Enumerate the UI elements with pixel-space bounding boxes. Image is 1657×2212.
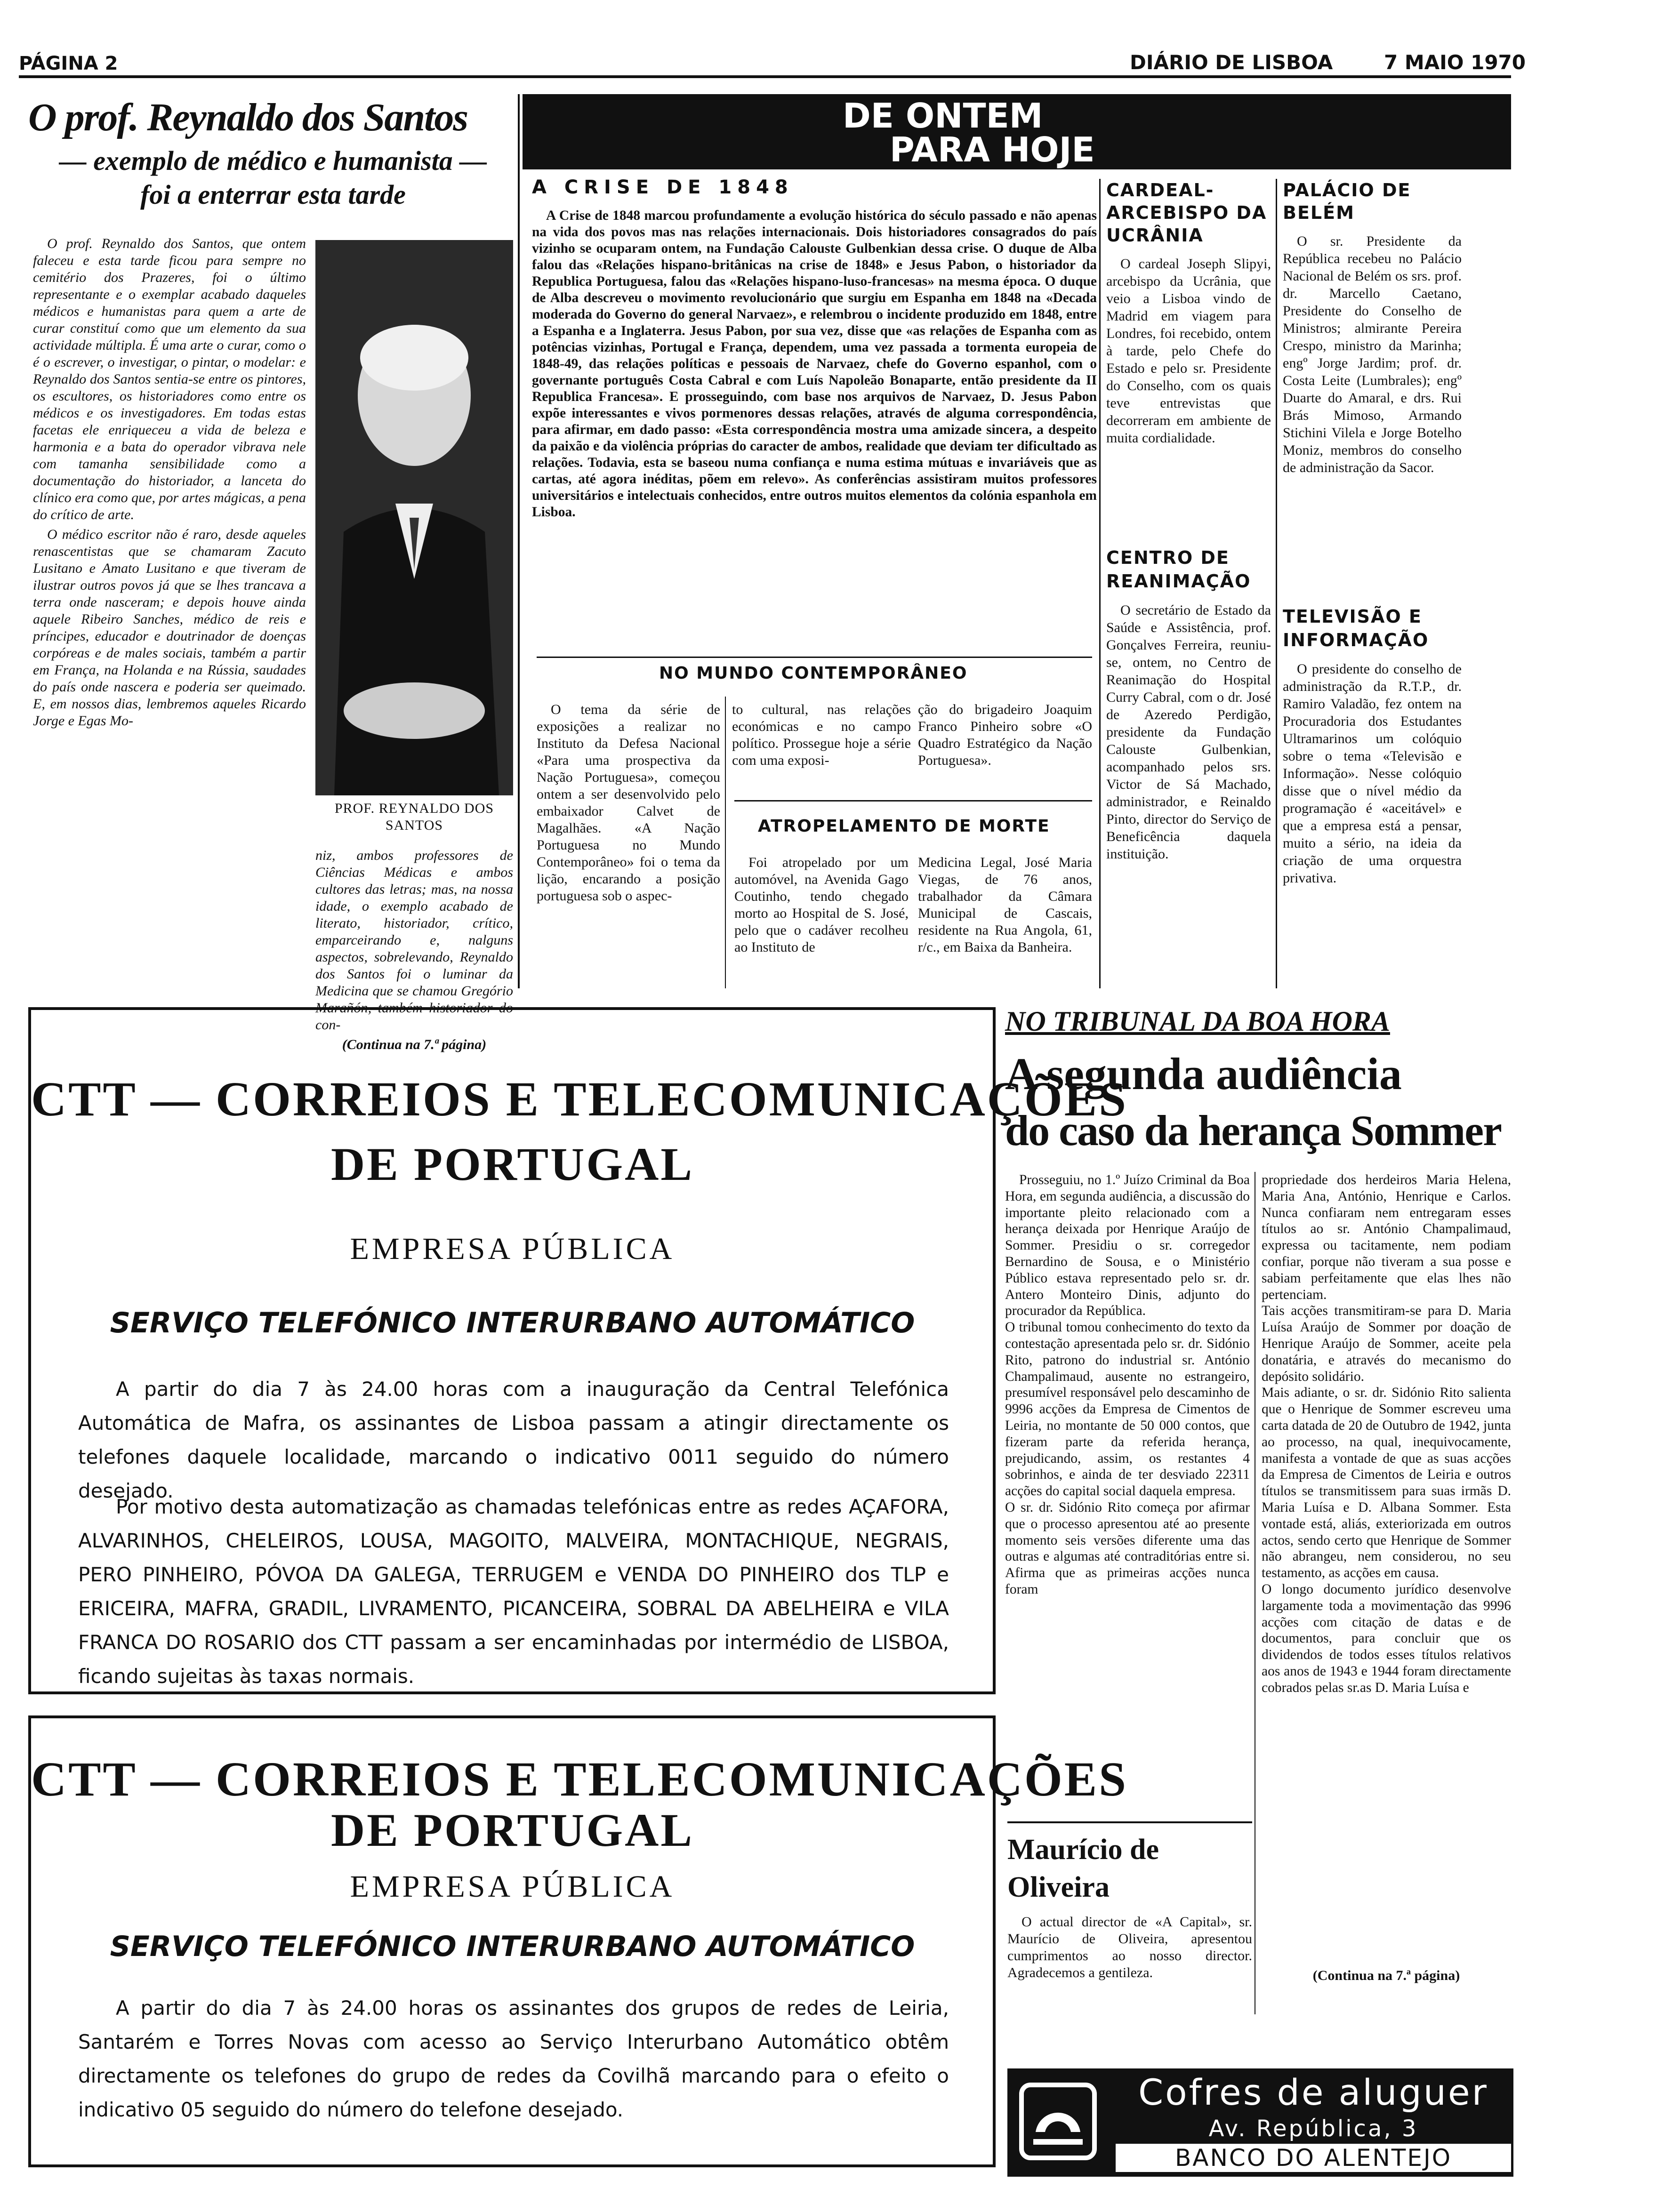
palacio-text: O sr. Presidente da República recebeu no Palácio Nacional de Belém os srs. prof. dr. Marcello Caetano, Presidente do Conselho de Ministros; almirante Pereira Crespo, ministro da Marinha; engº Jorge Jardim; prof. dr. Costa Leite (Lumbrales); engº Duarte do Amaral, e drs. Rui Brás Mimoso, Armando Stichini Vilela e Jorge Botelho Moniz, membros do conselho de administração da Sacor. xyxy=(1283,233,1462,475)
santos-para-3: niz, ambos professores de Ciências Médicas e ambos cultores das letras; mas, na nossa idade, o exemplo acabado de literato, historiador, crítico, emparceirando e, nalguns aspectos, sobrelevando, Reynaldo dos Santos foi o luminar da Medicina que se chamou Gregório Marañón, também historiador do con- xyxy=(315,848,513,1033)
tribunal-headline-1: A segunda audiência xyxy=(1005,1049,1402,1099)
cardeal-title: CARDEAL-ARCEBISPO DA UCRÂNIA xyxy=(1106,180,1267,246)
cofres-bank: BANCO DO ALENTEJO xyxy=(1116,2144,1511,2172)
ctt1-servico: SERVIÇO TELEFÓNICO INTERURBANO AUTOMÁTICO xyxy=(110,1306,915,1339)
mauricio-rule xyxy=(1007,1821,1252,1823)
photo-caption: PROF. REYNALDO DOS SANTOS xyxy=(334,801,494,833)
ctt1-title-2: DE PORTUGAL xyxy=(330,1138,694,1190)
televisao-title: TELEVISÃO E INFORMAÇÃO xyxy=(1283,606,1429,650)
mauricio-text: O actual director de «A Capital», sr. Maurício de Oliveira, apresentou cumprimentos ao nosso director. Agradecemos a gentileza. xyxy=(1007,1914,1252,1980)
santos-continua: (Continua na 7.ª página) xyxy=(342,1037,487,1052)
ctt2-servico: SERVIÇO TELEFÓNICO INTERURBANO AUTOMÁTICO xyxy=(110,1930,915,1963)
cardeal-text: O cardeal Joseph Slipyi, arcebispo da Ucrânia, que veio a Lisboa vindo de Madrid em viagem para Londres, foi recebido, ontem à tarde, pelo Chefe do Estado e pelo sr. Presidente do Conselho, com os quais teve entrevistas que decorreram em ambiente de muita cordialidade. xyxy=(1106,256,1271,446)
atropelamento-col1: Foi atropelado por um automóvel, na Avenida Gago Coutinho, tendo chegado morto ao Hospital de S. José, pelo que o cadáver recolheu ao Instituto de xyxy=(734,855,909,955)
centro-text: O secretário de Estado da Saúde e Assistência, prof. Gonçalves Ferreira, reuniu-se, ontem, no Centro de Reanimação do Hospital Curry Cabral, com o dr. José de Azeredo Perdigão, presidente da Fundação Calouste Gulbenkian, acompanhado pelos srs. Victor de Sá Machado, administrador, e Reinaldo Pinto, director do Serviço de Beneficência daquela instituição. xyxy=(1106,602,1271,862)
page-number: PÁGINA 2 xyxy=(19,53,118,74)
ctt1-title-1: CTT — CORREIOS E TELECOMUNICAÇÕES xyxy=(31,1072,1128,1126)
tribunal-col1: Prosseguiu, no 1.º Juízo Criminal da Boa Hora, em segunda audiência, a discussão do importante pleito relacionado com a herança deixada por Henrique Araújo de Sommer. Presidiu o sr. corregedor Bernardino de Sousa, e o Ministério Público estava representado pelo sr. dr. Antero Monteiro Dinis, adjunto do procurador da República. O tribunal tomou conhecimento do texto da contestação apresentada pelo sr. dr. Sidónio Rito, patrono do industrial sr. António Champalimaud, ausente no estrangeiro, presumível responsável pelo descaminho de 9996 acções da Empresa de Cimentos de Leiria, no montante de 50 000 contos, que fizeram parte da referida herança, prejudicando, assim, os restantes 4 sobrinhos, e ainda de ter desviado 22311 acções do capital social daquela empresa. O sr. dr. Sidónio Rito começa por afirmar que o processo apresentou até ao presente momento seis versões diferente uma das outras e algumas até contraditórias entre si. Afirma que as primeiras acções nunca foram xyxy=(1005,1172,1250,1597)
santos-para-1: O prof. Reynaldo dos Santos, que ontem faleceu e esta tarde ficou para sempre no cemitério dos Prazeres, foi o último representante e o exemplar acabado daqueles médicos e humanistas para quem a arte de curar constituí como que um elemento da sua actividade múltipla. É uma arte o curar, como o é o escrever, o investigar, o pintar, o modelar: e Reynaldo dos Santos sentia-se entre os pintores, os escultores, os historiadores como entre os médicos e os investigadores. Em todas estas facetas ele enriqueceu a vida de beleza e harmonia e a bata do operador vibrava nele com tamanha sensibilidade como a documentação do historiador, a lanceta do clínico era como que, por artes mágicas, a pena do crítico de arte. xyxy=(33,236,306,522)
cofres-advert xyxy=(1007,2068,1513,2177)
atropelamento-col2: Medicina Legal, José Maria Viegas, de 76 anos, trabalhador da Câmara Municipal de Cascais, residente na Rua Angola, 61, r/c., em Baixa da Banheira. xyxy=(918,855,1092,955)
crise-article xyxy=(532,176,1097,521)
televisao-article xyxy=(1283,605,1462,887)
santos-subtitle-2: foi a enterrar esta tarde xyxy=(140,179,406,210)
cardeal-article xyxy=(1106,179,1271,447)
masthead-rule xyxy=(19,75,1511,78)
portrait-illustration xyxy=(315,240,513,795)
centro-article xyxy=(1106,546,1271,863)
ctt1-empresa: EMPRESA PÚBLICA xyxy=(350,1232,675,1266)
issue-date: 7 MAIO 1970 xyxy=(1384,51,1526,74)
atropelamento-title: ATROPELAMENTO DE MORTE xyxy=(758,817,1050,836)
crise-title: A CRISE DE 1848 xyxy=(532,176,794,198)
banner-line-2: PARA HOJE xyxy=(890,130,1095,169)
mauricio-title: Maurício de Oliveira xyxy=(1007,1834,1159,1903)
santos-subtitle-1: — exemplo de médico e humanista — xyxy=(59,145,487,176)
ctt1-para-2: Por motivo desta automatização as chamadas telefónicas entre as redes AÇAFORA, ALVARINHOS, CHELEIROS, LOUSA, MAGOITO, MALVEIRA, MONTACHIQUE, NEGRAIS, PERO PINHEIRO, PÓVOA DA GALEGA, TERRUGEM e VENDA DO PINHEIRO dos TLP e ERICEIRA, MAFRA, GRADIL, LIVRAMENTO, PICANCEIRA, SOBRAL DA ABELHEIRA e VILA FRANCA DO ROSARIO dos CTT passam a ser encaminhadas por intermédio de LISBOA, ficando sujeitas às taxas normais. xyxy=(78,1495,949,1688)
bank-logo-icon xyxy=(1024,2087,1092,2156)
mundo-title: NO MUNDO CONTEMPORÂNEO xyxy=(659,664,968,683)
tribunal-col2: propriedade dos herdeiros Maria Helena, Maria Ana, António, Henrique e Carlos. Nunca confiaram nem entregaram esses títulos ao sr. António Champalimaud, expressa ou tacitamente, nem podiam confiar, porque não tiveram a sua posse e sabiam perfeitamente que elas lhes não pertenciam. Tais acções transmitiram-se para D. Maria Luísa Araújo de Sommer por doação de Henrique Araújo de Sommer, aceite pela donatária, e através do mecanismo do depósito solidário. Mais adiante, o sr. dr. Sidónio Rito salienta que o Henrique de Sommer escreveu uma carta datada de 20 de Outubro de 1942, junta ao processo, na qual, inequivocamente, manifesta a vontade de que as suas acções da Empresa de Cimentos de Leiria e outros títulos se transmitissem para suas irmãs D. Maria Luísa e D. Albana Sommer. Esta vontade está, aliás, exteriorizada em outros actos, sendo certo que Henrique de Sommer não abrangeu, nem considerou, no seu testamento, as acções em causa. O longo documento jurídico desenvolve largamente toda a movimentação das 9996 acções com citação de datas e de documentos, para concluir que os dividendos de todos esses títulos relativos aos anos de 1943 e 1944 foram directamente cobrados pelas sr.as D. Maria Luísa e xyxy=(1262,1172,1511,1695)
mundo-rule-top xyxy=(537,657,1092,658)
cofres-title: Cofres de aluguer xyxy=(1138,2071,1488,2113)
bank-logo xyxy=(1019,2083,1097,2160)
de-ontem-banner xyxy=(523,94,1511,169)
tribunal-kicker: NO TRIBUNAL DA BOA HORA xyxy=(1005,1006,1390,1037)
palacio-title: PALÁCIO DE BELÉM xyxy=(1283,180,1411,223)
column-rule-3 xyxy=(1276,179,1277,988)
banner-line-1: DE ONTEM xyxy=(843,96,1043,136)
mundo-col1: O tema da série de exposições a realizar no Instituto da Defesa Nacional «Para uma prospectiva da Nação Portuguesa», começou ontem a ser desenvolvido pelo embaixador Calvet de Magalhães. «A Nação Portuguesa no Mundo Contemporâneo» foi o tema da lição, encarando a posição portuguesa sob o aspec- xyxy=(537,702,720,904)
ctt2-empresa: EMPRESA PÚBLICA xyxy=(350,1869,675,1904)
ctt1-para-1: A partir do dia 7 às 24.00 horas com a inauguração da Central Telefónica Automática de Mafra, os assinantes de Lisboa passam a atingir directamente os telefones daquele localidade, marcando o indicativo 0011 seguido do número desejado. xyxy=(78,1378,949,1502)
tribunal-continua: (Continua na 7.ª página) xyxy=(1312,1968,1460,1983)
mundo-rule-1 xyxy=(725,697,726,988)
ctt2-title-2: DE PORTUGAL xyxy=(330,1804,694,1856)
televisao-text: O presidente do conselho de administração da R.T.P., dr. Ramiro Valadão, fez ontem na Procuradoria dos Estudantes Ultramarinos um colóquio sobre o tema «Televisão e Informação». Nesse colóquio disse que o nível médio da programação é «aceitável» e que a empresa está a pensar, muito a sério, na ideia da criação de uma orquestra privativa. xyxy=(1283,661,1462,886)
cofres-address: Av. República, 3 xyxy=(1208,2116,1418,2142)
mauricio-article xyxy=(1007,1831,1252,1981)
crise-text: A Crise de 1848 marcou profundamente a evolução histórica do século passado e não apenas na vida dos povos mas nas relações internacionais. Dois historiadores consagrados do país vizinho se ocuparam ontem, na Fundação Calouste Gulbenkian dessa crise. O duque de Alba falou das «Relações hispano-britânicas na crise de 1848» e Jesus Pabon, o historiador da Republica Portuguesa, falou das «Relações hispano-luso-francesas» na mesma época. O duque de Alba descreveu o movimento revolucionário que surgiu em Espanha em 1848 na «Decada moderada do Governo do general Narvaez», e relembrou o incidente produzido em 1848, entre a Espanha e a Inglaterra. Jesus Pabon, por sua vez, disse que «as relações de Espanha com as potências vizinhas, Portugal e França, dependem, uma vez passada a tormenta europeia de 1848-49, das relações políticas e pessoais de Narvaez, chefe do Governo espanhol, com o governante português Costa Cabral e com Luís Napoleão Bonaparte, então presidente da II Republica Francesa». E prosseguindo, com base nos arquivos de Narvaez, D. Jesus Pabon expõe interessantes e vivos pormenores dessas relações, através de alguma correspondência, para afirmar, em dado passo: «Esta correspondência mostra uma amizade sincera, a despeito da paixão e da violência próprias do caracter de ambos, realidade que deviam ter dificultado as relações. Todavia, esta se baseou numa confiança e numa estima mútuas e invariáveis que as cartas, até agora inéditas, põem em relevo». As conferências assistiram muitos professores universitários e intelectuais conhecidos, entre outros muitos elementos da colónia espanhola em Lisboa. xyxy=(532,208,1097,520)
mundo-col3: ção do brigadeiro Joaquim Franco Pinheiro sobre «O Quadro Estratégico da Nação Portuguesa». xyxy=(918,702,1092,768)
santos-text-col1 xyxy=(33,235,306,732)
santos-para-2: O médico escritor não é raro, desde aqueles renascentistas que se chamaram Zacuto Lusitano e Amato Lusitano e que tiveram de ilustrar outros povos já que se lhes trancava a terra onde nasceram; e depois houve ainda aquele Ribeiro Sanches, médico de reis e príncipes, educador e doutrinador de doenças corpóreas e de males sociais, também a partir em França, na Holanda e na Rússia, saudades do país onde nascera e poderia ser queimado. E, em nossos dias, lembremos aqueles Ricardo Jorge e Egas Mo- xyxy=(33,527,306,729)
column-rule-2 xyxy=(1099,179,1101,988)
santos-article xyxy=(28,94,518,1052)
centro-title: CENTRO DE REANIMAÇÃO xyxy=(1106,547,1251,592)
column-rule-1 xyxy=(518,94,520,988)
ctt2-title-1: CTT — CORREIOS E TELECOMUNICAÇÕES xyxy=(31,1752,1128,1806)
newspaper-name: DIÁRIO DE LISBOA xyxy=(1130,51,1333,74)
santos-photo xyxy=(315,240,513,795)
ctt2-para-1: A partir do dia 7 às 24.00 horas os assinantes dos grupos de redes de Leiria, Santarém e Torres Novas com acesso ao Serviço Interurbano Automático obtêm directamente os telefones do grupo de redes da Covilhã marcando para o efeito o indicativo 05 seguido do número do telefone desejado. xyxy=(78,1996,949,2121)
palacio-article xyxy=(1283,179,1462,476)
santos-headline: O prof. Reynaldo dos Santos xyxy=(28,96,468,139)
tribunal-headline-2: do caso da herança Sommer xyxy=(1005,1106,1501,1154)
mundo-col2: to cultural, nas relações económicas e no campo político. Prossegue hoje a série com uma exposi- xyxy=(732,702,911,768)
atropelamento-rule xyxy=(734,800,1092,801)
